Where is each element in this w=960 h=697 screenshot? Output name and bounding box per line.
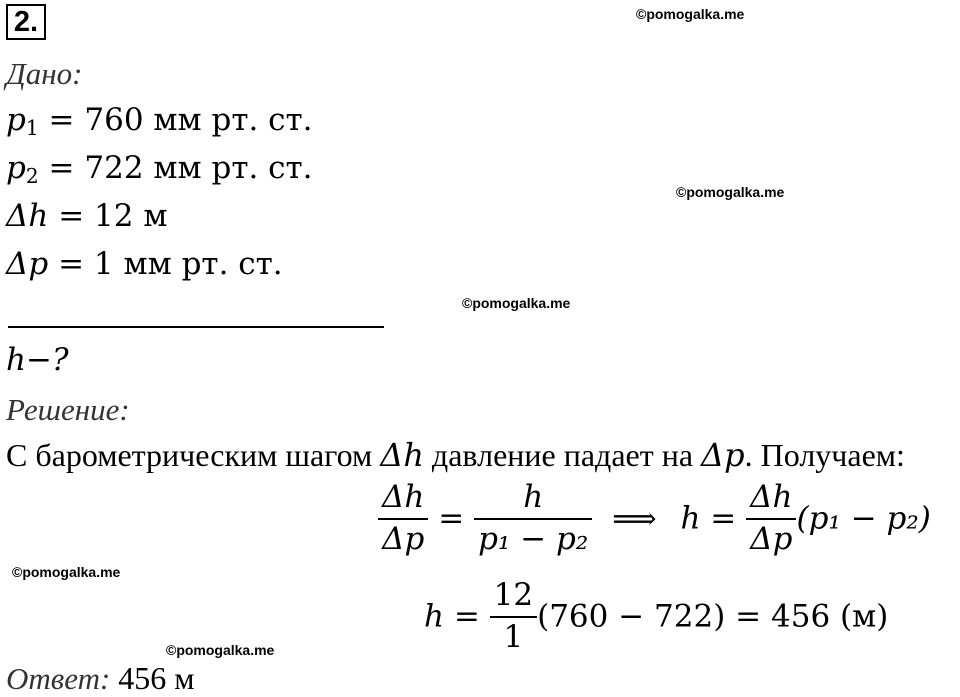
fraction-denominator: Δp bbox=[750, 520, 793, 557]
solution-text-var: Δp bbox=[701, 436, 745, 474]
watermark: ©pomogalka.me bbox=[676, 184, 785, 200]
fraction-denominator: Δp bbox=[382, 520, 425, 557]
find-line: h−? bbox=[6, 342, 69, 378]
divider-line bbox=[8, 326, 384, 328]
fraction-numerator: Δh bbox=[382, 479, 425, 515]
given-sub: 2 bbox=[25, 164, 39, 189]
fraction-denominator: 1 bbox=[503, 618, 524, 655]
given-line bbox=[6, 198, 167, 234]
given-value: = 12 м bbox=[48, 198, 168, 234]
implies-arrow: ⟹ bbox=[612, 500, 657, 537]
fraction-lhs bbox=[378, 480, 428, 557]
formula-2-tail: (760 − 722) = 456 (м) bbox=[537, 598, 889, 635]
answer-line bbox=[6, 660, 195, 697]
given-line bbox=[6, 246, 283, 282]
given-var: p bbox=[6, 102, 26, 138]
formula-rhs-tail: (p₁ − p₂) bbox=[796, 500, 931, 537]
answer-value: 456 м bbox=[110, 660, 195, 696]
problem-number: 2. bbox=[6, 4, 46, 40]
equals-sign: = bbox=[438, 500, 465, 537]
watermark: ©pomogalka.me bbox=[166, 642, 275, 658]
given-value: = 760 мм рт. ст. bbox=[38, 102, 313, 138]
fraction-rhs bbox=[746, 480, 796, 557]
fraction-numerator: 12 bbox=[493, 577, 534, 613]
solution-text-part: С барометрическим шагом bbox=[6, 437, 381, 473]
given-line bbox=[6, 102, 313, 140]
solution-text-part: . Получаем: bbox=[744, 437, 905, 473]
watermark: ©pomogalka.me bbox=[12, 564, 121, 580]
fraction-bar bbox=[746, 518, 796, 520]
given-value: = 1 мм рт. ст. bbox=[48, 246, 283, 282]
solution-text-var: Δh bbox=[380, 436, 424, 474]
fraction-numeric bbox=[490, 578, 537, 655]
fraction-denominator: p₁ − p₂ bbox=[478, 520, 589, 557]
formula-2-prefix: h = bbox=[424, 598, 480, 635]
given-value: = 722 мм рт. ст. bbox=[38, 150, 313, 186]
solution-text bbox=[6, 436, 905, 474]
fraction-bar bbox=[378, 518, 428, 520]
solution-text-part: давление падает на bbox=[423, 437, 702, 473]
formula-2 bbox=[424, 578, 888, 655]
given-line bbox=[6, 150, 313, 188]
watermark: ©pomogalka.me bbox=[462, 295, 571, 311]
solution-heading: Решение: bbox=[6, 392, 130, 427]
fraction-bar bbox=[490, 616, 537, 618]
fraction-mid bbox=[474, 480, 592, 557]
fraction-numerator: h bbox=[523, 479, 544, 515]
fraction-bar bbox=[474, 518, 592, 520]
formula-rhs-prefix: h = bbox=[680, 500, 737, 537]
given-var: Δp bbox=[6, 246, 49, 282]
fraction-numerator: Δh bbox=[750, 479, 793, 515]
given-var: Δh bbox=[6, 198, 49, 234]
formula-1 bbox=[378, 480, 931, 557]
given-sub: 1 bbox=[25, 116, 39, 141]
answer-label: Ответ: bbox=[6, 661, 111, 696]
given-var: p bbox=[6, 150, 26, 186]
given-heading: Дано: bbox=[6, 56, 83, 91]
watermark: ©pomogalka.me bbox=[636, 6, 745, 22]
